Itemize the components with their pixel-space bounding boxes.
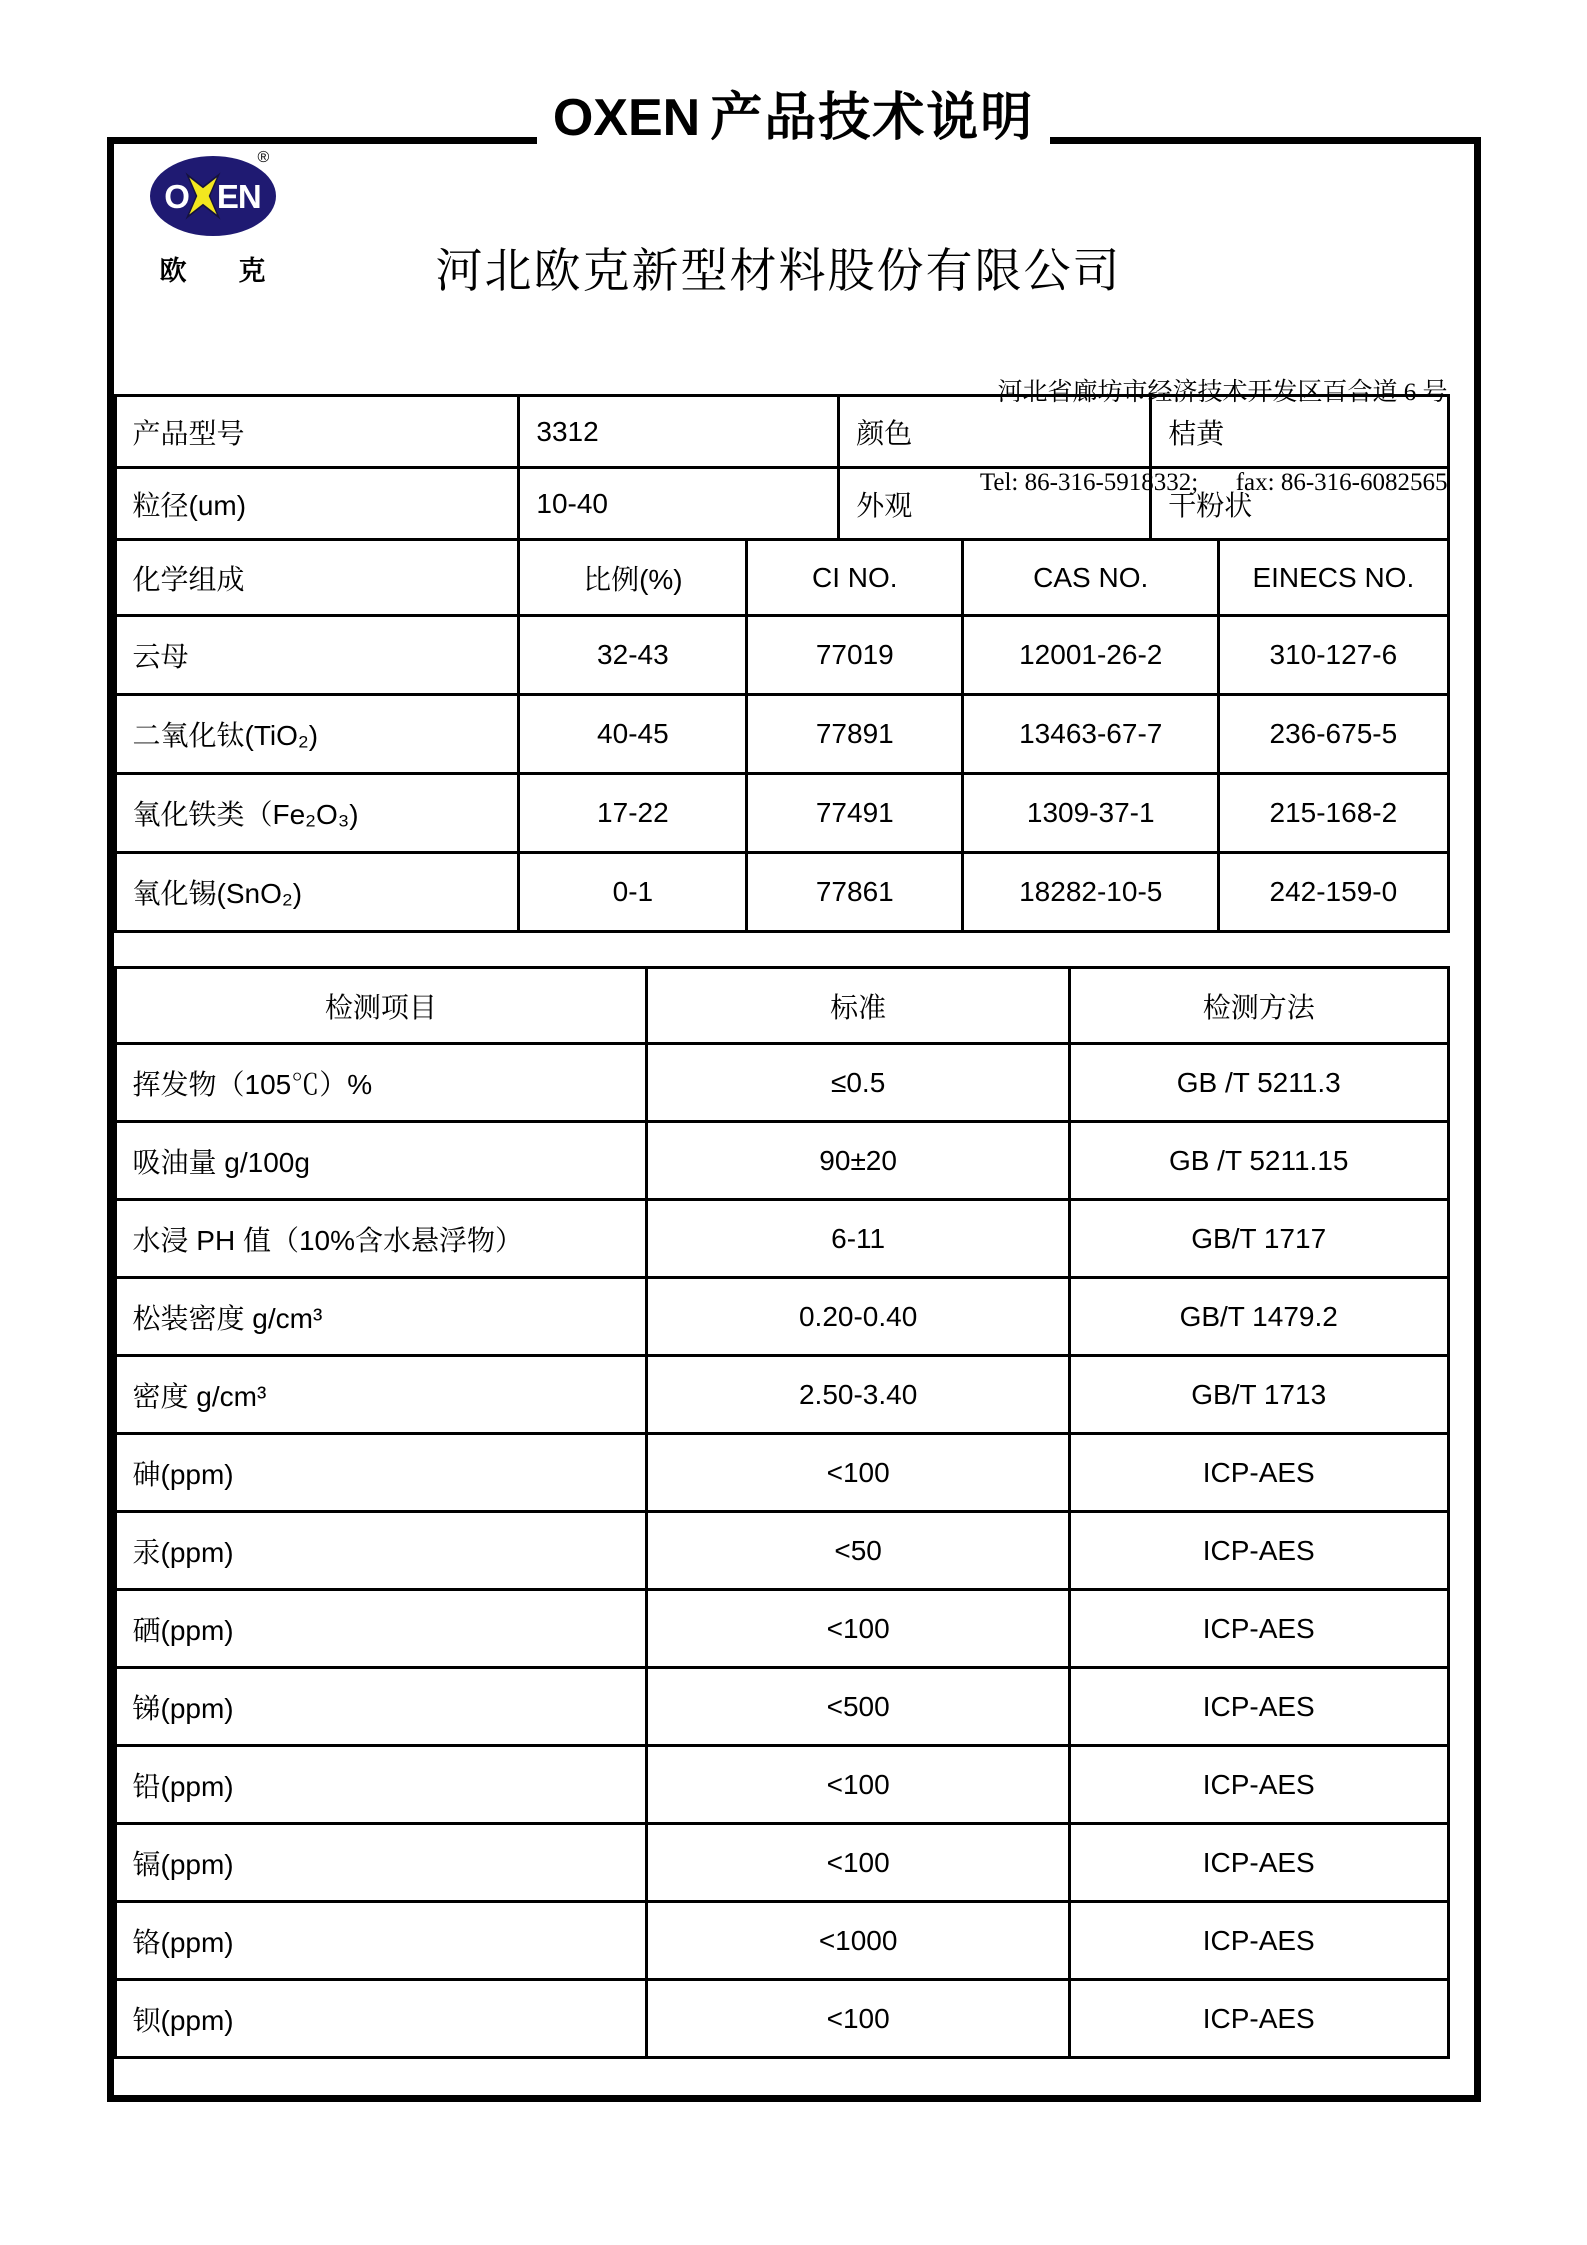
component-name: 云母 xyxy=(115,616,519,695)
test-item: 硒(ppm) xyxy=(115,1590,647,1668)
test-standard: <100 xyxy=(647,1434,1070,1512)
test-method: ICP-AES xyxy=(1069,1434,1448,1512)
table-row xyxy=(115,853,1448,932)
component-cas: 13463-67-7 xyxy=(963,695,1219,774)
component-einecs: 236-675-5 xyxy=(1219,695,1448,774)
test-standard: <100 xyxy=(647,1746,1070,1824)
test-item: 锑(ppm) xyxy=(115,1668,647,1746)
test-standard: <100 xyxy=(647,1824,1070,1902)
component-cas: 1309-37-1 xyxy=(963,774,1219,853)
title-text: 产品技术说明 xyxy=(710,89,1035,148)
color-label: 颜色 xyxy=(839,396,1151,468)
table-row xyxy=(115,1278,1448,1356)
test-item: 钡(ppm) xyxy=(115,1980,647,2058)
component-cas: 12001-26-2 xyxy=(963,616,1219,695)
appearance-value: 干粉状 xyxy=(1151,468,1448,540)
component-ci: 77861 xyxy=(747,853,963,932)
test-method: ICP-AES xyxy=(1069,1980,1448,2058)
table-row xyxy=(115,1356,1448,1434)
product-model-label: 产品型号 xyxy=(115,396,519,468)
table-row xyxy=(115,1824,1448,1902)
table-row xyxy=(115,1746,1448,1824)
col-header-composition: 化学组成 xyxy=(115,540,519,616)
test-method: ICP-AES xyxy=(1069,1512,1448,1590)
oxen-logo-icon xyxy=(150,149,276,236)
col-header-standard: 标准 xyxy=(647,968,1070,1044)
contact-block xyxy=(980,318,1448,558)
component-ci: 77491 xyxy=(747,774,963,853)
table-row xyxy=(115,1590,1448,1668)
component-ratio: 32-43 xyxy=(519,616,747,695)
component-ci: 77891 xyxy=(747,695,963,774)
table-row xyxy=(115,1668,1448,1746)
test-item: 挥发物（105℃）% xyxy=(115,1044,647,1122)
logo-chinese-name xyxy=(150,249,276,288)
test-method: GB /T 5211.15 xyxy=(1069,1122,1448,1200)
page-title xyxy=(553,91,1034,146)
test-item: 密度 g/cm³ xyxy=(115,1356,647,1434)
test-method: ICP-AES xyxy=(1069,1824,1448,1902)
component-name: 氧化铁类（Fe₂O₃) xyxy=(115,774,519,853)
logo-letters-en: EN xyxy=(216,177,261,215)
content-frame xyxy=(107,144,1481,2102)
test-item: 松装密度 g/cm³ xyxy=(115,1278,647,1356)
table-row xyxy=(115,1122,1448,1200)
table-row xyxy=(115,774,1448,853)
test-method: GB/T 1713 xyxy=(1069,1356,1448,1434)
test-method: ICP-AES xyxy=(1069,1668,1448,1746)
col-header-test-item: 检测项目 xyxy=(115,968,647,1044)
test-item: 吸油量 g/100g xyxy=(115,1122,647,1200)
col-header-ci-no: CI NO. xyxy=(747,540,963,616)
test-item: 铬(ppm) xyxy=(115,1902,647,1980)
registered-trademark-icon: ® xyxy=(257,149,270,166)
logo-cn-char-right: 克 xyxy=(238,256,266,286)
test-table xyxy=(114,966,1450,2059)
test-standard: ≤0.5 xyxy=(647,1044,1070,1122)
company-phone-fax: Tel: 86-316-5918332; fax: 86-316-6082565 xyxy=(979,469,1448,496)
test-item: 水浸 PH 值（10%含水悬浮物） xyxy=(115,1200,647,1278)
test-item: 汞(ppm) xyxy=(115,1512,647,1590)
table-row xyxy=(115,1200,1448,1278)
document-title-row xyxy=(107,0,1481,148)
test-method: ICP-AES xyxy=(1069,1746,1448,1824)
table-row xyxy=(115,616,1448,695)
table-row xyxy=(115,1434,1448,1512)
test-item: 铅(ppm) xyxy=(115,1746,647,1824)
particle-size-value: 10-40 xyxy=(519,468,839,540)
table-row xyxy=(115,695,1448,774)
product-model-value: 3312 xyxy=(519,396,839,468)
color-value: 桔黄 xyxy=(1151,396,1448,468)
component-ratio: 40-45 xyxy=(519,695,747,774)
company-address: 河北省廊坊市经济技术开发区百合道 6 号 xyxy=(997,379,1448,406)
component-cas: 18282-10-5 xyxy=(963,853,1219,932)
table-header-row xyxy=(115,968,1448,1044)
particle-size-label: 粒径(um) xyxy=(115,468,519,540)
table-row xyxy=(115,1512,1448,1590)
company-name: 河北欧克新型材料股份有限公司 xyxy=(435,246,1122,298)
logo-cn-char-left: 欧 xyxy=(159,256,187,286)
composition-table xyxy=(114,538,1450,933)
col-header-cas-no: CAS NO. xyxy=(963,540,1219,616)
test-standard: <500 xyxy=(647,1668,1070,1746)
test-standard: 2.50-3.40 xyxy=(647,1356,1070,1434)
col-header-einecs-no: EINECS NO. xyxy=(1219,540,1448,616)
component-ci: 77019 xyxy=(747,616,963,695)
test-standard: <100 xyxy=(647,1980,1070,2058)
test-standard: 6-11 xyxy=(647,1200,1070,1278)
test-standard: 0.20-0.40 xyxy=(647,1278,1070,1356)
table-row xyxy=(115,1044,1448,1122)
component-ratio: 0-1 xyxy=(519,853,747,932)
test-standard: <1000 xyxy=(647,1902,1070,1980)
appearance-label: 外观 xyxy=(839,468,1151,540)
test-standard: 90±20 xyxy=(647,1122,1070,1200)
component-einecs: 215-168-2 xyxy=(1219,774,1448,853)
test-method: GB/T 1479.2 xyxy=(1069,1278,1448,1356)
component-einecs: 242-159-0 xyxy=(1219,853,1448,932)
title-rule-right xyxy=(1050,137,1480,144)
component-name: 二氧化钛(TiO₂) xyxy=(115,695,519,774)
component-name: 氧化锡(SnO₂) xyxy=(115,853,519,932)
test-item: 镉(ppm) xyxy=(115,1824,647,1902)
table-row xyxy=(115,1902,1448,1980)
test-standard: <100 xyxy=(647,1590,1070,1668)
table-row xyxy=(115,1980,1448,2058)
test-item: 砷(ppm) xyxy=(115,1434,647,1512)
component-ratio: 17-22 xyxy=(519,774,747,853)
test-standard: <50 xyxy=(647,1512,1070,1590)
test-method: GB /T 5211.3 xyxy=(1069,1044,1448,1122)
logo-letter-o: O xyxy=(164,177,189,215)
col-header-method: 检测方法 xyxy=(1069,968,1448,1044)
col-header-ratio: 比例(%) xyxy=(519,540,747,616)
company-logo xyxy=(150,149,280,288)
test-method: ICP-AES xyxy=(1069,1902,1448,1980)
title-brand: OXEN xyxy=(552,89,701,148)
component-einecs: 310-127-6 xyxy=(1219,616,1448,695)
test-method: ICP-AES xyxy=(1069,1590,1448,1668)
title-rule-left xyxy=(107,137,537,144)
test-method: GB/T 1717 xyxy=(1069,1200,1448,1278)
